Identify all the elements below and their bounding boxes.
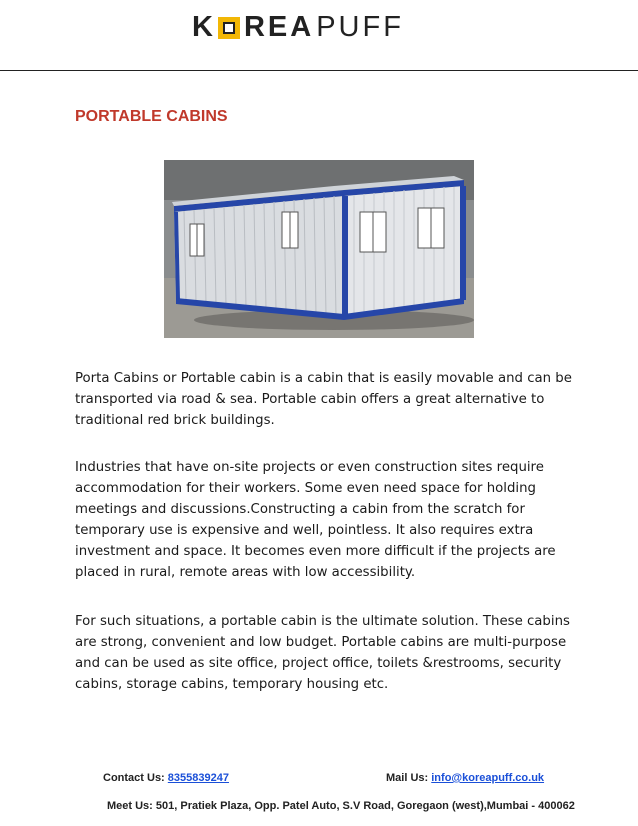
- mail-label: Mail Us:: [386, 772, 429, 784]
- paragraph-intro: Porta Cabins or Portable cabin is a cabin that is easily movable and can be transported via road & sea. Portable cabin offers a great alternative to traditional red brick buildings.: [75, 371, 572, 428]
- logo-letter-k: K: [192, 10, 216, 43]
- mail-info: [386, 772, 544, 784]
- portable-cabin-photo: [164, 160, 474, 338]
- logo-letters-rea: REA: [243, 10, 315, 43]
- contact-phone-link[interactable]: 8355839247: [167, 772, 229, 784]
- mail-email-link[interactable]: info@koreapuff.co.uk: [431, 772, 545, 784]
- page-title: PORTABLE CABINS: [75, 108, 228, 125]
- logo-word-puff: PUFF: [316, 10, 404, 43]
- paragraph-solution: For such situations, a portable cabin is the ultimate solution. These cabins are strong, convenient and low budget. Portable cabins are multi-purpose and can be used as site office, project office, toilets &restrooms, security cabins, storage cabins, temporary housing etc.: [75, 614, 570, 692]
- logo-square-icon: [218, 17, 240, 39]
- paragraph-industries: Industries that have on-site projects or even construction sites require accommodation for their workers. Some even need space for holding meetings and discussions.Constructing a cabin from the scratch for temporary use is expensive and well, pointless. It also requires extra investment and space. It becomes even more difficult if the projects are placed in rural, remote areas with low accessibility.: [75, 460, 556, 580]
- address-line: Meet Us: 501, Pratiek Plaza, Opp. Patel Auto, S.V Road, Goregaon (west),Mumbai - 400062: [107, 800, 575, 812]
- header-divider: [0, 70, 638, 71]
- contact-info: [103, 772, 229, 784]
- koreapuff-logo: [192, 10, 404, 44]
- page-header: [0, 0, 638, 72]
- contact-label: Contact Us:: [103, 772, 165, 784]
